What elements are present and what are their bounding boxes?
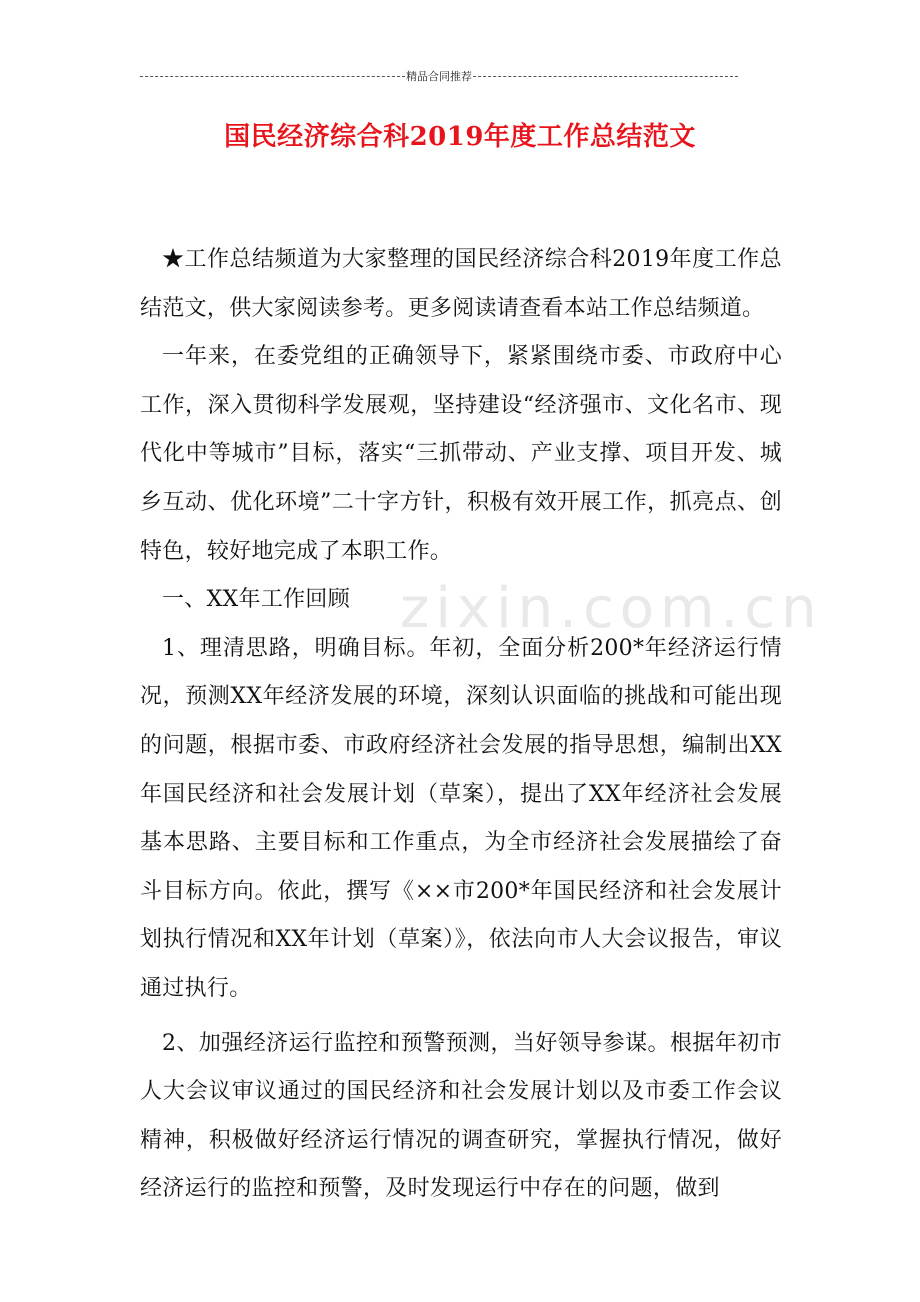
intro-paragraph: ★工作总结频道为大家整理的国民经济综合科2019年度工作总结范文，供大家阅读参考。更多阅读请查看本站工作总结频道。 — [140, 247, 782, 321]
document-body — [140, 236, 782, 1214]
document-title: 国民经济综合科2019年度工作总结范文 — [224, 122, 696, 152]
header-label: 精品合同推荐 — [406, 70, 472, 83]
watermark: zixin.com.cn — [400, 576, 823, 641]
overview-paragraph: 一年来，在委党组的正确领导下，紧紧围绕市委、市政府中心工作，深入贯彻科学发展观，坚持建设“经济强市、文化名市、现代化中等城市”目标，落实“三抓带动、产业支撑、项目开发、城乡互动、优化环境”二十字方针，积极有效开展工作，抓亮点、创特色，较好地完成了本职工作。 — [140, 344, 782, 564]
item-1-paragraph: 1、理清思路，明确目标。年初，全面分析200*年经济运行情况，预测XX年经济发展的环境，深刻认识面临的挑战和可能出现的问题，根据市委、市政府经济社会发展的指导思想，编制出XX年国民经济和社会发展计划（草案），提出了XX年经济社会发展基本思路、主要目标和工作重点，为全市经济社会发展描绘了奋斗目标方向。依此，撰写《××市200*年国民经济和社会发展计划执行情况和XX年计划（草案）》，依法向市人大会议报告，审议通过执行。 — [140, 635, 782, 1001]
header-dashes-left — [140, 76, 405, 77]
page-header — [140, 68, 738, 84]
section-heading: 一、XX年工作回顾 — [162, 587, 351, 613]
item-2-paragraph: 2、加强经济运行监控和预警预测，当好领导参谋。根据年初市人大会议审议通过的国民经济和社会发展计划以及市委工作会议精神，积极做好经济运行情况的调查研究，掌握执行情况，做好经济运行的监控和预警，及时发现运行中存在的问题，做到 — [140, 1030, 782, 1202]
header-dashes-right — [473, 76, 738, 77]
